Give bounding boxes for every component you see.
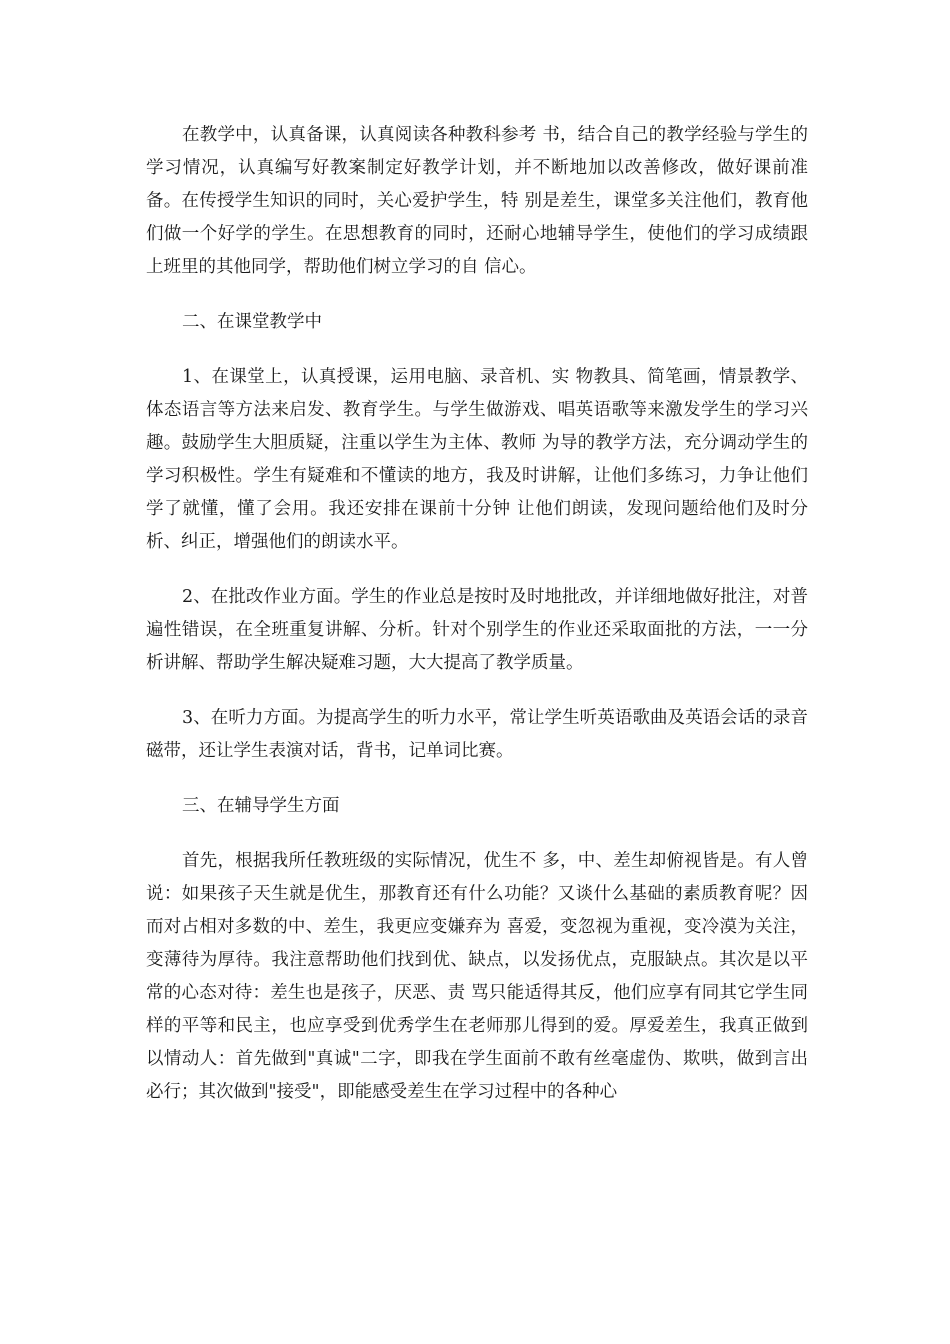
paragraph-homework: 2、在批改作业方面。学生的作业总是按时及时地批改，并详细地做好批注，对普遍性错误，在全班重复讲解、分析。针对个别学生的作业还采取面批的方法，一一分析讲解、帮助学生解决疑难习题，大大提高了教学质量。 <box>146 587 808 673</box>
paragraph-classroom-methods: 1、在课堂上，认真授课，运用电脑、录音机、实 物教具、简笔画，情景教学、体态语言等方法来启发、教育学生。与学生做游戏、唱英语歌等来激发学生的学习兴趣。鼓励学生大胆质疑，注重以学生为主体、教师 为导的教学方法，充分调动学生的学习积极性。学生有疑难和不懂读的地方，我及时讲解，让他们多练习，力争让他们学了就懂，懂了会用。我还安排在课前十分钟 让他们朗读，发现问题给他们及时分析、纠正，增强他们的朗读水平。 <box>146 367 808 552</box>
section-heading-classroom: 二、在课堂教学中 <box>182 312 322 332</box>
document-body <box>146 119 808 1131</box>
section-heading-tutoring: 三、在辅导学生方面 <box>182 796 340 816</box>
paragraph-tutoring: 首先，根据我所任教班级的实际情况，优生不 多，中、差生却俯视皆是。有人曾说：如果孩子天生就是优生，那教育还有什么功能？又谈什么基础的素质教育呢？因而对占相对多数的中、差生，我更应变嫌弃为 喜爱，变忽视为重视，变冷漠为关注，变薄待为厚待。我注意帮助他们找到优、缺点，以发扬优点，克服缺点。其次是以平常的心态对待：差生也是孩子，厌恶、责 骂只能适得其反，他们应享有同其它学生同样的平等和民主，也应享受到优秀学生在老师那儿得到的爱。厚爱差生，我真正做到以情动人：首先做到"真诚"二字，即我在学生面前不敢有丝毫虚伪、欺哄，做到言出必行；其次做到"接受"，即能感受差生在学习过程中的各种心 <box>146 851 808 1102</box>
paragraph-teaching-prep: 在教学中，认真备课，认真阅读各种教科参考 书，结合自己的教学经验与学生的学习情况，认真编写好教案制定好教学计划，并不断地加以改善修改，做好课前准备。在传授学生知识的同时，关心爱护学生，特 别是差生，课堂多关注他们，教育他们做一个好学的学生。在思想教育的同时，还耐心地辅导学生，使他们的学习成绩跟上班里的其他同学，帮助他们树立学习的自 信心。 <box>146 125 808 277</box>
paragraph-listening: 3、在听力方面。为提高学生的听力水平，常让学生听英语歌曲及英语会话的录音磁带，还让学生表演对话，背书，记单词比赛。 <box>146 708 808 761</box>
